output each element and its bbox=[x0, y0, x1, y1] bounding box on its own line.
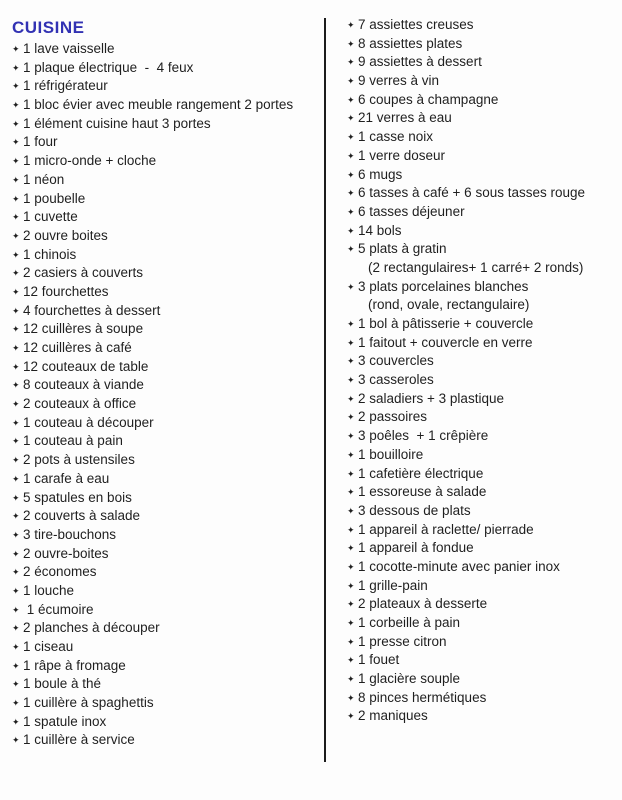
list-item bbox=[12, 731, 320, 750]
list-item bbox=[12, 376, 320, 395]
list-item-label: 1 cocotte-minute avec panier inox bbox=[358, 558, 560, 574]
list-item bbox=[12, 302, 320, 321]
list-item bbox=[12, 339, 320, 358]
bullet-icon: ✦ bbox=[12, 698, 20, 709]
bullet-icon: ✦ bbox=[347, 655, 355, 666]
list-item-label: 8 pinces hermétiques bbox=[358, 689, 487, 705]
bullet-icon: ✦ bbox=[347, 580, 355, 591]
list-item-label: 6 tasses à café + 6 sous tasses rouge bbox=[358, 185, 586, 201]
list-item-label: 3 poêles + 1 crêpière bbox=[358, 428, 489, 444]
bullet-icon: ✦ bbox=[347, 188, 355, 199]
list-item-label: (2 rectangulaires+ 1 carré+ 2 ronds) bbox=[368, 259, 584, 275]
bullet-icon: ✦ bbox=[347, 337, 355, 348]
left-column bbox=[12, 16, 320, 750]
bullet-icon: ✦ bbox=[347, 674, 355, 685]
bullet-icon: ✦ bbox=[12, 174, 20, 185]
bullet-icon: ✦ bbox=[347, 636, 355, 647]
bullet-icon: ✦ bbox=[347, 524, 355, 535]
list-item-label: 1 cafetière électrique bbox=[358, 465, 484, 481]
list-item bbox=[347, 651, 617, 670]
bullet-icon: ✦ bbox=[347, 76, 355, 87]
bullet-icon: ✦ bbox=[12, 230, 20, 241]
list-item-label: 1 boule à thé bbox=[23, 676, 102, 692]
bullet-icon: ✦ bbox=[347, 94, 355, 105]
list-item bbox=[347, 222, 617, 241]
bullet-icon: ✦ bbox=[12, 492, 20, 503]
list-item bbox=[12, 451, 320, 470]
list-item-label: 1 louche bbox=[23, 582, 75, 598]
list-item bbox=[347, 259, 617, 278]
list-item-label: 1 élément cuisine haut 3 portes bbox=[23, 115, 211, 131]
list-item-label: 1 essoreuse à salade bbox=[358, 484, 487, 500]
list-item-label: 3 couvercles bbox=[358, 353, 434, 369]
list-item-label: 1 bloc évier avec meuble rangement 2 portes bbox=[23, 97, 294, 113]
list-item bbox=[12, 246, 320, 265]
bullet-icon: ✦ bbox=[12, 286, 20, 297]
list-item bbox=[347, 16, 617, 35]
list-item bbox=[347, 502, 617, 521]
list-item-label: 1 cuillère à spaghettis bbox=[23, 695, 154, 711]
list-item-label: 12 cuillères à soupe bbox=[23, 321, 144, 337]
list-item bbox=[12, 358, 320, 377]
list-item bbox=[347, 689, 617, 708]
list-item bbox=[347, 595, 617, 614]
list-item bbox=[347, 521, 617, 540]
bullet-icon: ✦ bbox=[347, 711, 355, 722]
list-item bbox=[12, 582, 320, 601]
bullet-icon: ✦ bbox=[347, 543, 355, 554]
list-item-label: 21 verres à eau bbox=[358, 110, 452, 126]
bullet-icon: ✦ bbox=[12, 193, 20, 204]
list-item-label: 4 fourchettes à dessert bbox=[23, 302, 161, 318]
list-item-label: 6 mugs bbox=[358, 166, 403, 182]
list-item bbox=[12, 115, 320, 134]
list-item bbox=[347, 128, 617, 147]
list-item bbox=[12, 601, 320, 620]
list-item bbox=[12, 638, 320, 657]
list-item-label: 1 poubelle bbox=[23, 190, 86, 206]
bullet-icon: ✦ bbox=[347, 20, 355, 30]
list-item-label: 1 cuvette bbox=[23, 209, 78, 225]
bullet-icon: ✦ bbox=[12, 735, 20, 746]
list-item-label: 1 ciseau bbox=[23, 639, 74, 654]
list-item-label: 2 casiers à couverts bbox=[23, 265, 144, 281]
list-item bbox=[12, 619, 320, 638]
list-item-label: 5 plats à gratin bbox=[358, 241, 447, 257]
list-item bbox=[347, 707, 617, 726]
list-item bbox=[12, 489, 320, 508]
list-item-label: 1 chinois bbox=[23, 246, 77, 262]
list-item-label: 1 glacière souple bbox=[358, 671, 461, 687]
bullet-icon: ✦ bbox=[347, 692, 355, 703]
list-item-label: 1 bol à pâtisserie + couvercle bbox=[358, 316, 534, 331]
list-item bbox=[12, 208, 320, 227]
bullet-icon: ✦ bbox=[347, 244, 355, 255]
bullet-icon: ✦ bbox=[12, 436, 20, 447]
list-item bbox=[347, 390, 617, 409]
bullet-icon: ✦ bbox=[347, 618, 355, 628]
list-item-label: 1 micro-onde + cloche bbox=[23, 153, 157, 169]
list-item-label: 8 couteaux à viande bbox=[23, 377, 144, 393]
list-item-label: 12 fourchettes bbox=[23, 283, 109, 299]
list-item bbox=[12, 414, 320, 433]
list-item bbox=[347, 539, 617, 558]
list-item bbox=[347, 334, 617, 353]
list-item bbox=[347, 147, 617, 166]
list-item-label: 1 four bbox=[23, 134, 58, 150]
list-item-label: 12 cuillères à café bbox=[23, 340, 132, 355]
bullet-icon: ✦ bbox=[12, 585, 20, 596]
list-item bbox=[12, 227, 320, 246]
list-item bbox=[12, 675, 320, 694]
list-item-label: 9 verres à vin bbox=[358, 73, 440, 89]
bullet-icon: ✦ bbox=[12, 343, 20, 353]
bullet-icon: ✦ bbox=[12, 44, 20, 54]
list-item-label: 2 couteaux à office bbox=[23, 396, 137, 412]
list-item bbox=[347, 465, 617, 484]
list-item bbox=[347, 352, 617, 371]
bullet-icon: ✦ bbox=[347, 375, 355, 386]
list-item bbox=[12, 526, 320, 545]
list-item-label: 14 bols bbox=[358, 222, 402, 238]
list-item bbox=[12, 152, 320, 171]
list-item-label: 1 néon bbox=[23, 171, 65, 187]
list-item-label: 1 faitout + couvercle en verre bbox=[358, 334, 533, 350]
list-item bbox=[12, 96, 320, 115]
list-item bbox=[12, 507, 320, 526]
list-item-label: 1 râpe à fromage bbox=[23, 657, 126, 673]
list-item-label: 2 ouvre-boites bbox=[23, 545, 109, 561]
bullet-icon: ✦ bbox=[347, 431, 355, 442]
list-item bbox=[347, 483, 617, 502]
bullet-icon: ✦ bbox=[12, 212, 20, 223]
list-item-label: 9 assiettes à dessert bbox=[358, 54, 482, 70]
bullet-icon: ✦ bbox=[347, 505, 355, 516]
right-column bbox=[347, 16, 617, 726]
list-item bbox=[347, 91, 617, 110]
bullet-icon: ✦ bbox=[12, 399, 20, 410]
list-item-label: 2 couverts à salade bbox=[23, 508, 141, 524]
bullet-icon: ✦ bbox=[12, 567, 20, 578]
list-item bbox=[347, 184, 617, 203]
list-item bbox=[12, 133, 320, 152]
bullet-icon: ✦ bbox=[347, 281, 355, 292]
list-item bbox=[347, 35, 617, 54]
list-item-label: 1 écumoire bbox=[23, 601, 94, 617]
list-item-label: 1 spatule inox bbox=[23, 713, 107, 729]
list-item-label: 3 casseroles bbox=[358, 372, 434, 388]
list-item-label: 6 coupes à champagne bbox=[358, 91, 499, 107]
list-item bbox=[12, 545, 320, 564]
list-item-label: 2 pots à ustensiles bbox=[23, 452, 135, 468]
list-item bbox=[12, 77, 320, 96]
list-item bbox=[347, 53, 617, 72]
list-item bbox=[347, 558, 617, 577]
page-title: CUISINE bbox=[12, 18, 85, 37]
bullet-icon: ✦ bbox=[12, 660, 20, 671]
bullet-icon: ✦ bbox=[347, 150, 355, 161]
bullet-icon: ✦ bbox=[347, 225, 355, 236]
list-item-label: 8 assiettes plates bbox=[358, 35, 463, 51]
bullet-icon: ✦ bbox=[347, 38, 355, 49]
bullet-icon: ✦ bbox=[347, 412, 355, 423]
list-item bbox=[347, 371, 617, 390]
list-item-label: 1 lave vaisselle bbox=[23, 41, 115, 56]
list-item-label: 1 appareil à fondue bbox=[358, 540, 474, 556]
bullet-icon: ✦ bbox=[12, 62, 20, 73]
bullet-icon: ✦ bbox=[12, 137, 20, 148]
list-item bbox=[12, 563, 320, 582]
list-item-label: 7 assiettes creuses bbox=[358, 17, 474, 32]
list-item-label: 6 tasses déjeuner bbox=[358, 203, 465, 219]
list-item-label: 12 couteaux de table bbox=[23, 358, 149, 374]
list-item bbox=[347, 240, 617, 259]
list-item-label: 1 réfrigérateur bbox=[23, 78, 108, 94]
list-item bbox=[12, 713, 320, 732]
inventory-list-left bbox=[12, 40, 320, 750]
inventory-list-right bbox=[347, 16, 617, 726]
list-item bbox=[347, 408, 617, 427]
list-item-label: 1 couteau à découper bbox=[23, 414, 154, 430]
bullet-icon: ✦ bbox=[12, 623, 20, 634]
list-item bbox=[12, 283, 320, 302]
bullet-icon: ✦ bbox=[12, 268, 20, 279]
list-item-label: 2 maniques bbox=[358, 708, 428, 724]
list-item bbox=[347, 72, 617, 91]
bullet-icon: ✦ bbox=[12, 100, 20, 111]
bullet-icon: ✦ bbox=[12, 716, 20, 727]
bullet-icon: ✦ bbox=[12, 380, 20, 391]
list-item bbox=[12, 694, 320, 713]
list-item bbox=[347, 315, 617, 334]
bullet-icon: ✦ bbox=[12, 511, 20, 522]
bullet-icon: ✦ bbox=[12, 642, 20, 652]
bullet-icon: ✦ bbox=[347, 561, 355, 572]
bullet-icon: ✦ bbox=[347, 57, 355, 68]
list-item bbox=[12, 59, 320, 78]
list-item-label: 1 corbeille à pain bbox=[358, 615, 461, 630]
bullet-icon: ✦ bbox=[12, 604, 20, 615]
list-item bbox=[12, 470, 320, 489]
bullet-icon: ✦ bbox=[347, 113, 355, 124]
bullet-icon: ✦ bbox=[12, 529, 20, 540]
bullet-icon: ✦ bbox=[347, 468, 355, 479]
bullet-icon: ✦ bbox=[12, 156, 20, 167]
bullet-icon: ✦ bbox=[12, 249, 20, 260]
list-item bbox=[12, 40, 320, 59]
list-item-label: 1 couteau à pain bbox=[23, 433, 123, 449]
list-item-label: 3 tire-bouchons bbox=[23, 526, 117, 542]
list-item-label: (rond, ovale, rectangulaire) bbox=[368, 297, 530, 313]
bullet-icon: ✦ bbox=[12, 118, 20, 129]
list-item bbox=[12, 657, 320, 676]
bullet-icon: ✦ bbox=[347, 393, 355, 404]
list-item-label: 1 casse noix bbox=[358, 129, 434, 145]
list-item-label: 1 fouet bbox=[358, 652, 400, 668]
list-item bbox=[347, 296, 617, 315]
list-item bbox=[12, 190, 320, 209]
bullet-icon: ✦ bbox=[347, 206, 355, 217]
list-item-label: 2 ouvre boites bbox=[23, 227, 108, 243]
bullet-icon: ✦ bbox=[12, 455, 20, 466]
list-item bbox=[347, 614, 617, 633]
list-item-label: 2 saladiers + 3 plastique bbox=[358, 390, 504, 406]
bullet-icon: ✦ bbox=[12, 305, 20, 316]
bullet-icon: ✦ bbox=[12, 324, 20, 335]
list-item bbox=[12, 432, 320, 451]
list-item-label: 3 plats porcelaines blanches bbox=[358, 278, 529, 294]
bullet-icon: ✦ bbox=[12, 417, 20, 428]
bullet-icon: ✦ bbox=[347, 169, 355, 180]
list-item bbox=[12, 171, 320, 190]
list-item-label: 1 presse citron bbox=[358, 633, 447, 649]
list-item bbox=[347, 633, 617, 652]
list-item-label: 2 plateaux à desserte bbox=[358, 596, 488, 612]
list-item-label: 1 verre doseur bbox=[358, 147, 446, 163]
column-divider-line bbox=[324, 18, 326, 762]
bullet-icon: ✦ bbox=[12, 548, 20, 559]
list-item-label: 1 carafe à eau bbox=[23, 470, 110, 486]
list-item-label: 3 dessous de plats bbox=[358, 502, 471, 518]
list-item-label: 2 économes bbox=[23, 564, 97, 580]
bullet-icon: ✦ bbox=[12, 361, 20, 372]
list-item bbox=[12, 395, 320, 414]
list-item-label: 1 plaque électrique - 4 feux bbox=[23, 59, 194, 75]
bullet-icon: ✦ bbox=[12, 81, 20, 92]
list-item bbox=[347, 109, 617, 128]
bullet-icon: ✦ bbox=[347, 599, 355, 610]
list-item bbox=[347, 577, 617, 596]
list-item bbox=[12, 264, 320, 283]
list-item bbox=[12, 320, 320, 339]
bullet-icon: ✦ bbox=[12, 473, 20, 484]
list-item-label: 1 bouilloire bbox=[358, 446, 424, 462]
bullet-icon: ✦ bbox=[12, 679, 20, 690]
list-item bbox=[347, 278, 617, 297]
list-item-label: 2 planches à découper bbox=[23, 620, 160, 636]
list-item-label: 2 passoires bbox=[358, 409, 428, 425]
list-item bbox=[347, 427, 617, 446]
bullet-icon: ✦ bbox=[347, 132, 355, 143]
list-item bbox=[347, 670, 617, 689]
bullet-icon: ✦ bbox=[347, 319, 355, 329]
list-item-label: 1 cuillère à service bbox=[23, 732, 135, 748]
list-item bbox=[347, 446, 617, 465]
list-item-label: 5 spatules en bois bbox=[23, 489, 132, 505]
list-item bbox=[347, 203, 617, 222]
bullet-icon: ✦ bbox=[347, 356, 355, 367]
list-item bbox=[347, 166, 617, 185]
list-item-label: 1 appareil à raclette/ pierrade bbox=[358, 521, 534, 537]
bullet-icon: ✦ bbox=[347, 449, 355, 460]
bullet-icon: ✦ bbox=[347, 487, 355, 498]
list-item-label: 1 grille-pain bbox=[358, 577, 428, 593]
